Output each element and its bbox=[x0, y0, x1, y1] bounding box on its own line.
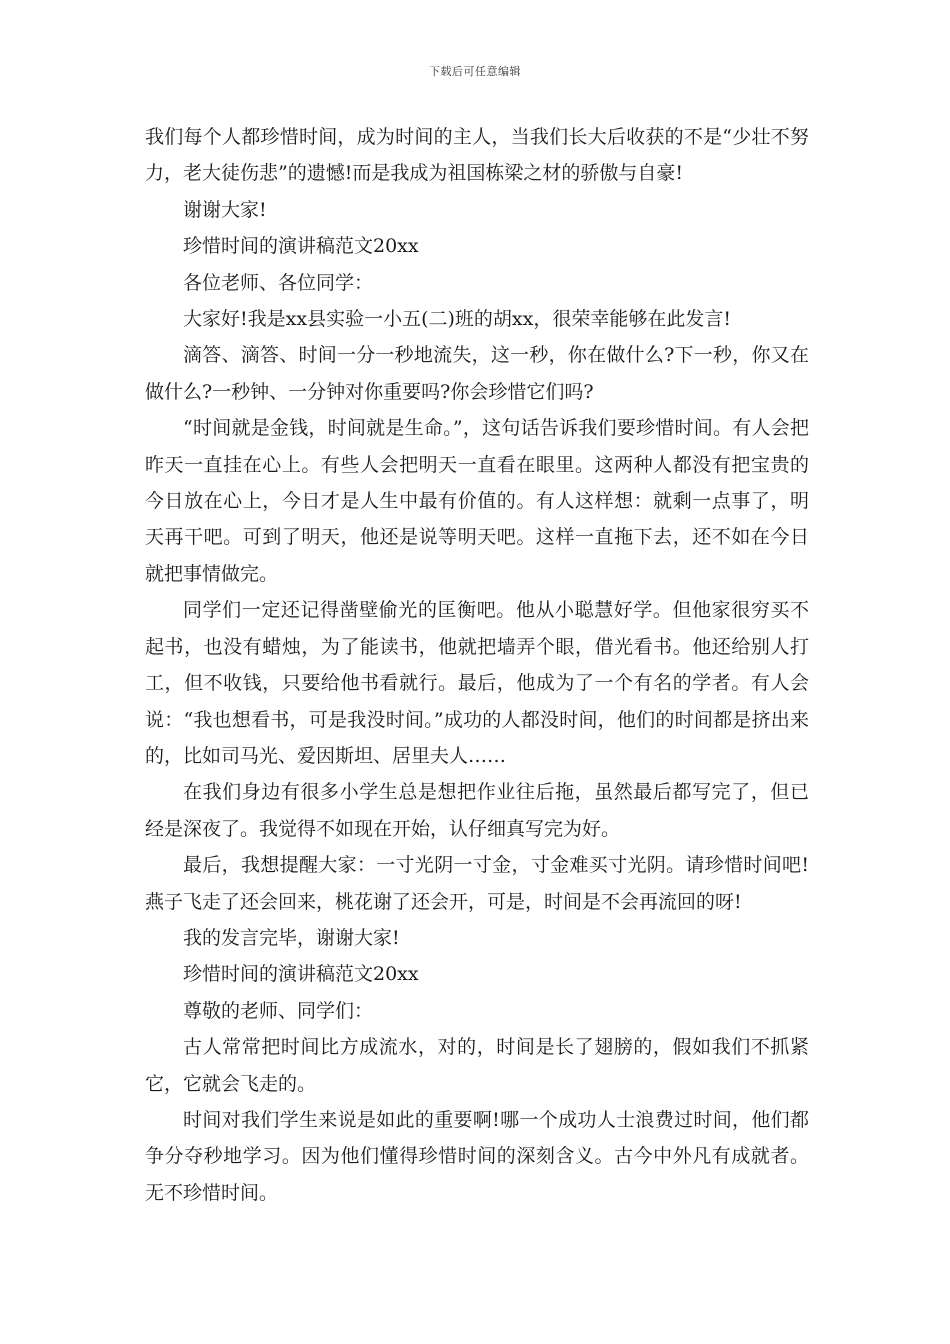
section-title: 珍惜时间的演讲稿范文20xx bbox=[183, 235, 419, 258]
paragraph: 我们每个人都珍惜时间，成为时间的主人，当我们长大后收获的不是“少壮不努力，老大徒伤悲”的遗憾!而是我成为祖国栋梁之材的骄傲与自豪! bbox=[145, 126, 809, 185]
page-header: 下载后可任意编辑 bbox=[429, 65, 521, 78]
paragraph: 大家好!我是xx县实验一小五(二)班的胡xx，很荣幸能够在此发言! bbox=[183, 308, 731, 331]
paragraph: 我的发言完毕，谢谢大家! bbox=[183, 926, 400, 949]
salutation: 尊敬的老师、同学们： bbox=[183, 999, 374, 1022]
salutation: 各位老师、各位同学： bbox=[183, 271, 374, 294]
section-title: 珍惜时间的演讲稿范文20xx bbox=[183, 963, 419, 986]
paragraph: 滴答、滴答、时间一分一秒地流失，这一秒，你在做什么?下一秒，你又在做什么?一秒钟、一分钟对你重要吗?你会珍惜它们吗? bbox=[145, 344, 809, 403]
paragraph: 时间对我们学生来说是如此的重要啊!哪一个成功人士浪费过时间，他们都争分夺秒地学习。因为他们懂得珍惜时间的深刻含义。古今中外凡有成就者。无不珍惜时间。 bbox=[145, 1108, 809, 1204]
paragraph: 在我们身边有很多小学生总是想把作业往后拖，虽然最后都写完了，但已经是深夜了。我觉得不如现在开始，认仔细真写完为好。 bbox=[145, 781, 809, 840]
paragraph: 谢谢大家! bbox=[183, 198, 267, 221]
paragraph: 最后，我想提醒大家：一寸光阴一寸金，寸金难买寸光阴。请珍惜时间吧!燕子飞走了还会回来，桃花谢了还会开，可是，时间是不会再流回的呀! bbox=[145, 854, 809, 913]
document-body bbox=[145, 119, 809, 1211]
paragraph: 古人常常把时间比方成流水，对的，时间是长了翅膀的，假如我们不抓紧它，它就会飞走的。 bbox=[145, 1036, 809, 1095]
paragraph: “时间就是金钱，时间就是生命。”，这句话告诉我们要珍惜时间。有人会把昨天一直挂在心上。有些人会把明天一直看在眼里。这两种人都没有把宝贵的今日放在心上，今日才是人生中最有价值的。有人这样想：就剩一点事了，明天再干吧。可到了明天，他还是说等明天吧。这样一直拖下去，还不如在今日就把事情做完。 bbox=[145, 417, 809, 585]
paragraph: 同学们一定还记得凿壁偷光的匡衡吧。他从小聪慧好学。但他家很穷买不起书，也没有蜡烛，为了能读书，他就把墙弄个眼，借光看书。他还给别人打工，但不收钱，只要给他书看就行。最后，他成为了一个有名的学者。有人会说：“我也想看书，可是我没时间。”成功的人都没时间，他们的时间都是挤出来的，比如司马光、爱因斯坦、居里夫人…… bbox=[145, 599, 809, 767]
